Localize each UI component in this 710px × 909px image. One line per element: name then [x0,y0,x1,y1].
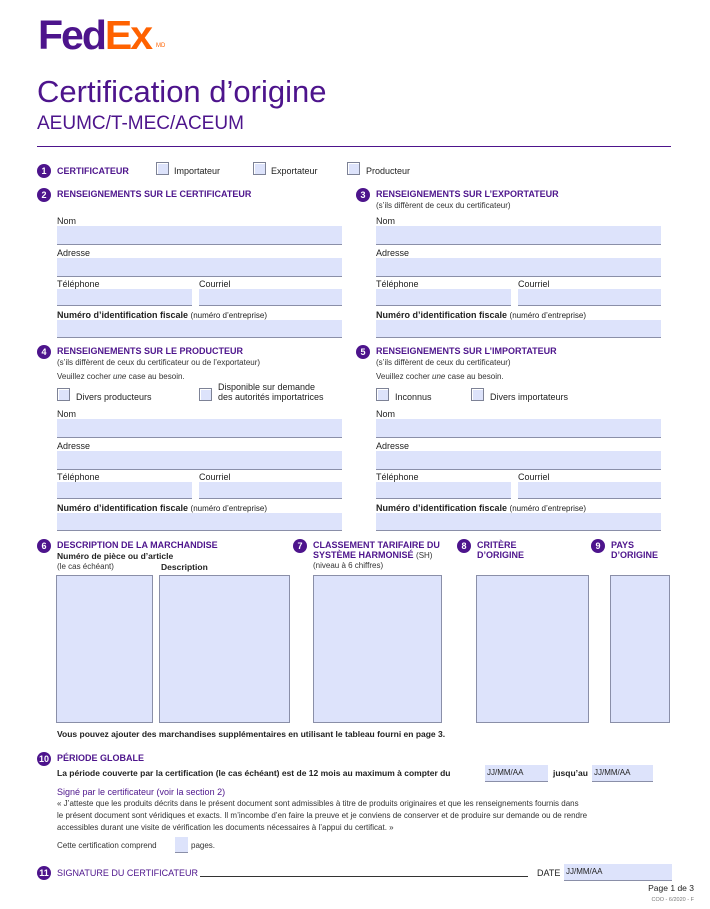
title-divider [37,146,671,147]
pages-count-field[interactable] [175,837,188,853]
s4-courriel-field[interactable] [199,482,342,499]
s5-adresse-label: Adresse [376,441,410,451]
origin-criterion-box[interactable] [476,575,589,723]
period-text: La période couverte par la certification (le cas échéant) est de 12 mois au maximum à compter du [57,768,451,778]
section-6-heading: DESCRIPTION DE LA MARCHANDISE [57,540,218,550]
section-9-number: 9 [591,539,605,553]
country-of-origin-box[interactable] [610,575,670,723]
section-2-heading: RENSEIGNEMENTS SUR LE CERTIFICATEUR [57,189,252,199]
s3-telephone-field[interactable] [376,289,511,306]
s5-courriel-label: Courriel [518,472,550,482]
section-8-heading-line1: CRITÈRE [477,540,517,550]
s6-part-number-label: Numéro de pièce ou d’article [57,551,174,561]
inconnus-checkbox[interactable] [376,388,389,401]
section-9-heading-line1: PAYS [611,540,635,550]
section-3-heading: RENSEIGNEMENTS SUR L’EXPORTATEUR [376,189,559,199]
s5-telephone-field[interactable] [376,482,511,499]
section-4-subtitle: (s’ils diffèrent de ceux du certificateur ou de l’exportateur) [57,358,261,367]
exportateur-checkbox[interactable] [253,162,266,175]
s5-courriel-field[interactable] [518,482,661,499]
importateur-checkbox[interactable] [156,162,169,175]
section-4-number: 4 [37,345,51,359]
s4-nom-label: Nom [57,409,77,419]
s4-numid-label: Numéro d’identification fiscale (numéro d’entreprise) [57,503,268,513]
s3-nom-field[interactable] [376,226,661,245]
divers-producteurs-label: Divers producteurs [76,392,152,402]
s2-numid-field[interactable] [57,320,342,338]
divers-importateurs-label: Divers importateurs [490,392,569,402]
s5-numid-label: Numéro d’identification fiscale (numéro d’entreprise) [376,503,587,513]
page-number: Page 1 de 3 [648,883,694,893]
until-label: jusqu’au [553,768,588,778]
s2-numid-label: Numéro d’identification fiscale (numéro d’entreprise) [57,310,268,320]
description-box[interactable] [159,575,290,723]
s4-telephone-label: Téléphone [57,472,100,482]
section-9-heading-line2: D’ORIGINE [611,550,659,560]
s2-nom-field[interactable] [57,226,342,245]
hs-classification-box[interactable] [313,575,442,723]
s3-courriel-label: Courriel [518,279,550,289]
s6-description-label: Description [161,562,208,572]
fedex-logo: FedEx [38,12,152,58]
section-8-number: 8 [457,539,471,553]
s4-adresse-field[interactable] [57,451,342,470]
section-6-number: 6 [37,539,51,553]
s2-courriel-field[interactable] [199,289,342,306]
inconnus-label: Inconnus [395,392,432,402]
section-7-number: 7 [293,539,307,553]
producteur-checkbox[interactable] [347,162,360,175]
section-8-heading-line2: D’ORIGINE [477,550,525,560]
section-2-number: 2 [37,188,51,202]
s6-part-number-note: (le cas échéant) [57,562,114,571]
logo-md-mark: MD [156,43,166,49]
section-10-number: 10 [38,754,49,764]
section-11-heading: SIGNATURE DU CERTIFICATEUR [57,868,199,878]
period-start-date-field[interactable]: JJ/MM/AA [485,765,548,782]
signed-by-certifier: Signé par le certificateur (voir la section 2) [57,787,226,797]
attestation-line-1: « J’atteste que les produits décrits dans le présent document sont admissibles à titre de produits originaires et que les renseignements fournis dans [57,799,579,808]
importateur-label: Importateur [174,166,221,176]
s5-numid-field[interactable] [376,513,661,531]
page-title: Certification d’origine [37,74,327,109]
section-5-number: 5 [356,345,370,359]
exportateur-label: Exportateur [271,166,318,176]
s3-numid-field[interactable] [376,320,661,338]
section-1-number: 1 [37,164,51,178]
section-10-heading: PÉRIODE GLOBALE [57,753,145,763]
s3-numid-label: Numéro d’identification fiscale (numéro d’entreprise) [376,310,587,320]
section-4-heading: RENSEIGNEMENTS SUR LE PRODUCTEUR [57,346,244,356]
pages-count-label: Cette certification comprend [57,841,157,850]
section-1-heading: CERTIFICATEUR [57,166,129,176]
disponible-sur-demande-checkbox[interactable] [199,388,212,401]
section-7-subtitle: (niveau à 6 chiffres) [313,561,384,570]
divers-producteurs-checkbox[interactable] [57,388,70,401]
section-7-heading-line1: CLASSEMENT TARIFAIRE DU [313,540,440,550]
additional-goods-note: Vous pouvez ajouter des marchandises supplémentaires en utilisant le tableau fourni en page 3. [57,729,446,739]
autorites-importatrices-label: des autorités importatrices [218,392,324,402]
disponible-sur-demande-label: Disponible sur demande [218,382,316,392]
s2-telephone-label: Téléphone [57,279,100,289]
s5-instruction: Veuillez cocher une case au besoin. [376,372,504,381]
signature-date-field[interactable]: JJ/MM/AA [564,864,672,881]
form-code: COO - 6/2020 - F [651,897,694,903]
divers-importateurs-checkbox[interactable] [471,388,484,401]
producteur-label: Producteur [366,166,411,176]
s3-nom-label: Nom [376,216,396,226]
pages-count-suffix: pages. [191,841,216,850]
period-end-date-field[interactable]: JJ/MM/AA [592,765,653,782]
date-label: DATE [537,868,561,878]
s4-telephone-field[interactable] [57,482,192,499]
s4-instruction: Veuillez cocher une case au besoin. [57,372,185,381]
attestation-line-2: le présent document sont véridiques et exacts. Il m’incombe d’en faire la preuve et je conviens de conserver et de produire sur demande ou de rendre [57,811,588,820]
section-11-number: 11 [37,866,51,880]
s4-nom-field[interactable] [57,419,342,438]
s2-nom-label: Nom [57,216,77,226]
part-number-box[interactable] [56,575,153,723]
s3-telephone-label: Téléphone [376,279,419,289]
s2-courriel-label: Courriel [199,279,231,289]
s3-adresse-field[interactable] [376,258,661,277]
signature-line[interactable] [200,876,528,877]
s5-nom-field[interactable] [376,419,661,438]
s4-adresse-label: Adresse [57,441,91,451]
section-7-heading-line2: SYSTÈME HARMONISÉ (SH) [313,550,433,560]
section-5-subtitle: (s’ils diffèrent de ceux du certificateur) [376,358,511,367]
s5-adresse-field[interactable] [376,451,661,470]
s2-adresse-field[interactable] [57,258,342,277]
s4-numid-field[interactable] [57,513,342,531]
page-subtitle: AEUMC/T-MEC/ACEUM [37,113,244,134]
s5-telephone-label: Téléphone [376,472,419,482]
s3-courriel-field[interactable] [518,289,661,306]
section-3-subtitle: (s’ils diffèrent de ceux du certificateur) [376,201,511,210]
s3-adresse-label: Adresse [376,248,410,258]
section-3-number: 3 [356,188,370,202]
s4-courriel-label: Courriel [199,472,231,482]
s2-telephone-field[interactable] [57,289,192,306]
attestation-line-3: accessibles durant une visite de vérification les documents nécessaires à l’appui du certificat. » [57,823,394,832]
s2-adresse-label: Adresse [57,248,91,258]
s5-nom-label: Nom [376,409,396,419]
section-5-heading: RENSEIGNEMENTS SUR L’IMPORTATEUR [376,346,557,356]
